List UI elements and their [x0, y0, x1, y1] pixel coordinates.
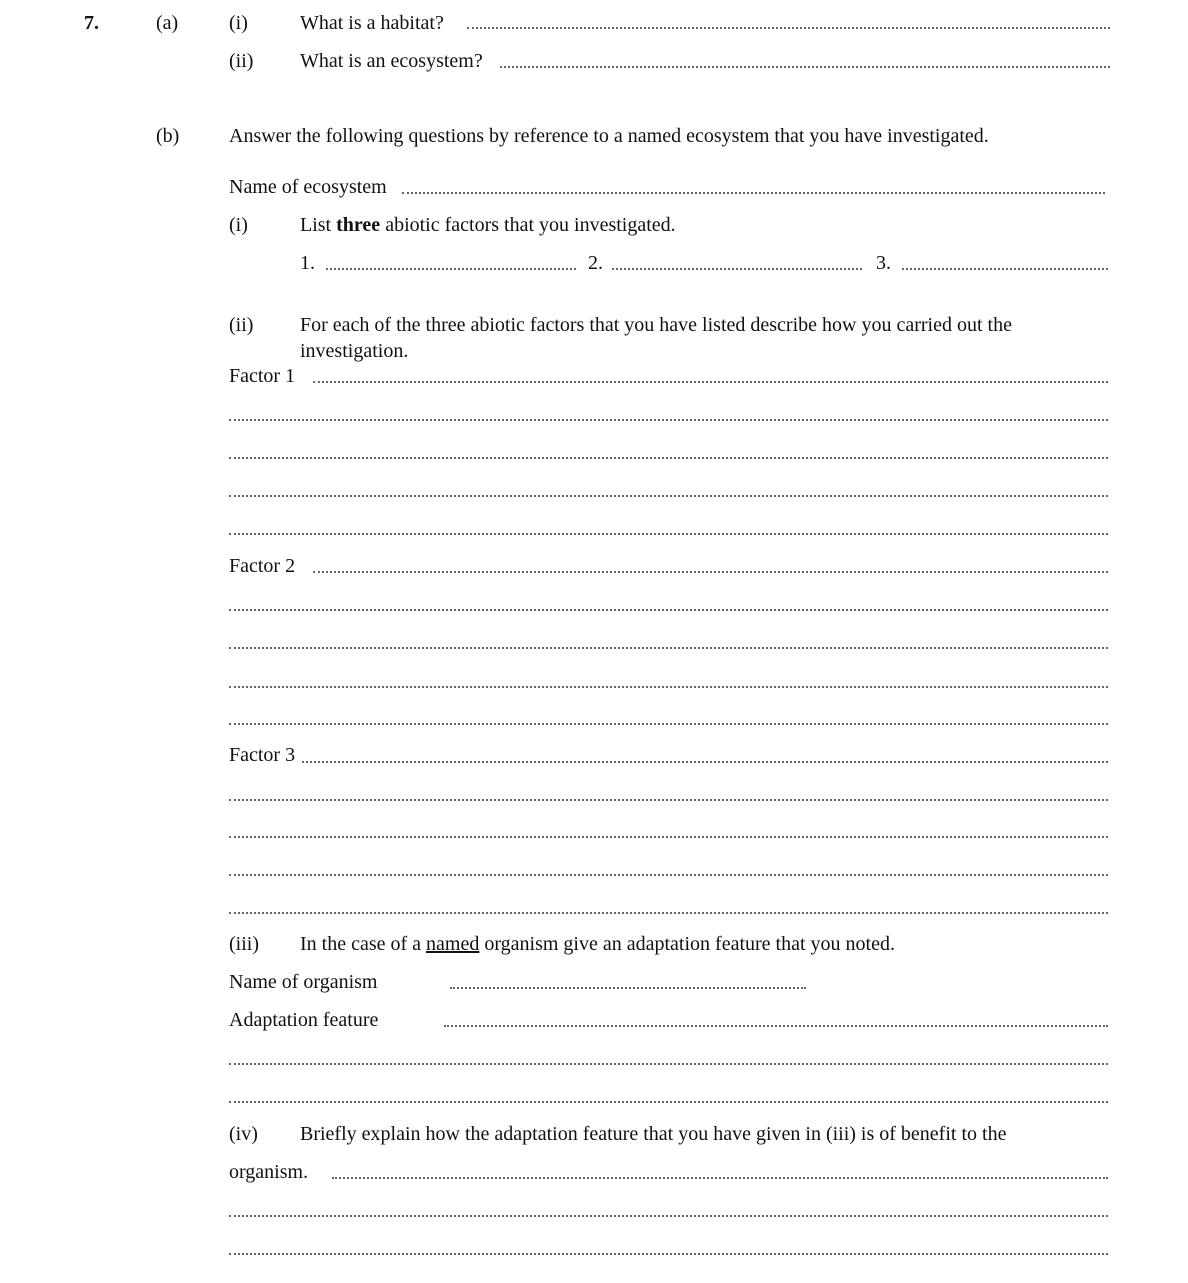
- factor-3-answer-line[interactable]: [229, 799, 1108, 801]
- part-a-label: (a): [156, 12, 179, 34]
- ecosystem-name-label: Name of ecosystem: [229, 176, 387, 198]
- benefit-answer-line[interactable]: [229, 1215, 1108, 1217]
- benefit-answer-line[interactable]: [229, 1253, 1108, 1255]
- adaptation-feature-label: Adaptation feature: [229, 1009, 379, 1031]
- factor-1-answer-line[interactable]: [229, 419, 1108, 421]
- ecosystem-question: What is an ecosystem?: [300, 50, 483, 72]
- organism-name-label: Name of organism: [229, 971, 378, 993]
- factor-1-answer-line[interactable]: [229, 457, 1108, 459]
- factor-2-answer-line[interactable]: [229, 686, 1108, 688]
- part-b-iv-label: (iv): [229, 1123, 258, 1145]
- part-b-iii-text-after: organism give an adaptation feature that you noted.: [479, 933, 895, 955]
- part-a-i-label: (i): [229, 12, 248, 34]
- factor-item-1-answer-line[interactable]: [326, 268, 576, 270]
- part-b-ii-label: (ii): [229, 314, 254, 336]
- factor-item-2-label: 2.: [588, 252, 603, 274]
- adaptation-feature-answer-line[interactable]: [229, 1063, 1108, 1065]
- question-number: 7.: [84, 12, 99, 34]
- benefit-answer-line[interactable]: [332, 1177, 1108, 1179]
- ecosystem-name-answer-line[interactable]: [402, 192, 1105, 194]
- factor-3-answer-line[interactable]: [229, 912, 1108, 914]
- part-b-ii-question-line2: investigation.: [300, 340, 409, 362]
- factor-3-answer-line[interactable]: [229, 874, 1108, 876]
- part-b-i-question: [300, 213, 676, 237]
- factor-1-answer-line[interactable]: [313, 381, 1108, 383]
- part-b-label: (b): [156, 125, 180, 147]
- part-a-ii-label: (ii): [229, 50, 254, 72]
- organism-name-answer-line[interactable]: [450, 987, 806, 989]
- ecosystem-answer-line[interactable]: [500, 66, 1110, 68]
- part-b-iii-question: [300, 932, 895, 956]
- adaptation-feature-answer-line[interactable]: [229, 1101, 1108, 1103]
- factor-2-answer-line[interactable]: [313, 571, 1108, 573]
- part-b-i-label: (i): [229, 214, 248, 236]
- factor-1-answer-line[interactable]: [229, 495, 1108, 497]
- part-b-iv-question: Briefly explain how the adaptation feature that you have given in (iii) is of benefit to the: [300, 1123, 1007, 1145]
- part-b-intro: Answer the following questions by reference to a named ecosystem that you have investigated.: [229, 125, 989, 147]
- factor-item-2-answer-line[interactable]: [612, 268, 862, 270]
- factor-2-label: Factor 2: [229, 555, 296, 577]
- part-b-i-text-after: abiotic factors that you investigated.: [380, 214, 676, 236]
- adaptation-feature-answer-line[interactable]: [444, 1025, 1108, 1027]
- factor-1-answer-line[interactable]: [229, 533, 1108, 535]
- part-b-i-text-before: List: [300, 214, 337, 236]
- part-b-ii-question-line1: For each of the three abiotic factors that you have listed describe how you carried out the: [300, 314, 1012, 336]
- part-b-iii-text-before: In the case of a: [300, 933, 427, 955]
- factor-3-answer-line[interactable]: [229, 836, 1108, 838]
- part-b-iii-label: (iii): [229, 933, 259, 955]
- factor-2-answer-line[interactable]: [229, 609, 1108, 611]
- factor-2-answer-line[interactable]: [229, 647, 1108, 649]
- factor-3-answer-line[interactable]: [302, 761, 1108, 763]
- part-b-iv-question-cont: organism.: [229, 1161, 309, 1183]
- factor-item-3-answer-line[interactable]: [902, 268, 1108, 270]
- factor-3-label: Factor 3: [229, 744, 296, 766]
- habitat-question: What is a habitat?: [300, 12, 444, 34]
- factor-item-3-label: 3.: [876, 252, 891, 274]
- part-b-i-text-bold: three: [336, 214, 381, 236]
- habitat-answer-line[interactable]: [467, 27, 1110, 29]
- part-b-iii-text-underlined: named: [426, 933, 480, 955]
- factor-item-1-label: 1.: [300, 252, 315, 274]
- factor-2-answer-line[interactable]: [229, 723, 1108, 725]
- factor-1-label: Factor 1: [229, 365, 296, 387]
